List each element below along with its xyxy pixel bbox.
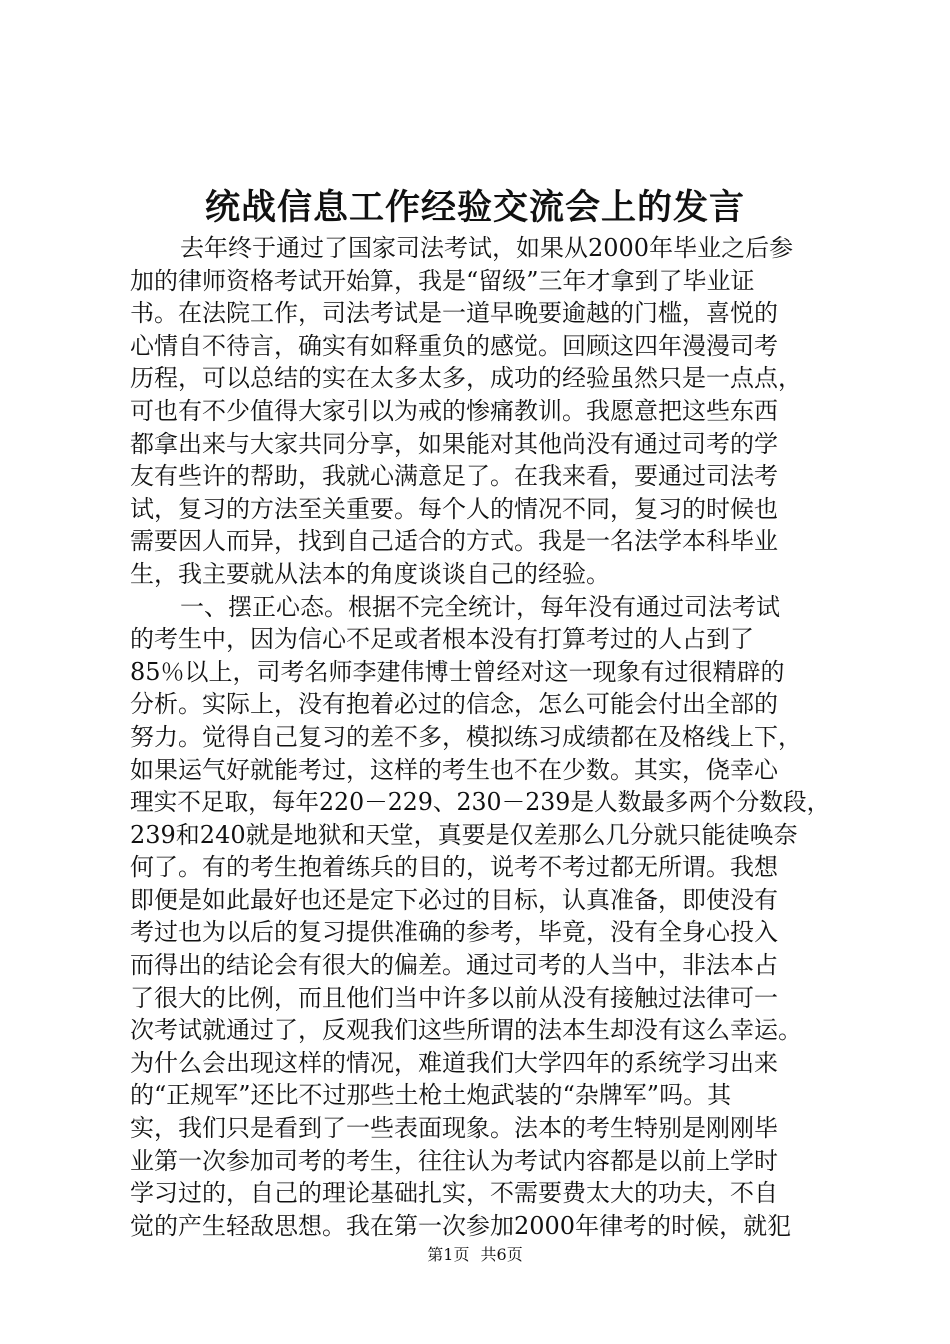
text-line: 试，复习的方法至关重要。每个人的情况不同，复习的时候也 bbox=[130, 494, 778, 523]
paragraph-first-line: 一、摆正心态。根据不完全统计，每年没有通过司法考试 bbox=[180, 592, 780, 621]
text-line: 业第一次参加司考的考生，往往认为考试内容都是以前上学时 bbox=[130, 1146, 778, 1175]
text-line: 理实不足取，每年220－229、230－239是人数最多两个分数段， bbox=[130, 788, 831, 817]
paragraph-first-line: 去年终于通过了国家司法考试，如果从2000年毕业之后参 bbox=[180, 234, 794, 262]
document-title: 统战信息工作经验交流会上的发言 bbox=[204, 187, 745, 228]
text-line: 历程，可以总结的实在太多太多，成功的经验虽然只是一点点， bbox=[130, 364, 802, 393]
text-line: 实，我们只是看到了一些表面现象。法本的考生特别是刚刚毕 bbox=[130, 1114, 778, 1143]
text-line: 239和240就是地狱和天堂，真要是仅差那么几分就只能徒唤奈 bbox=[130, 820, 798, 849]
text-line: 次考试就通过了，反观我们这些所谓的法本生却没有这么幸运。 bbox=[130, 1016, 802, 1045]
text-line: 为什么会出现这样的情况，难道我们大学四年的系统学习出来 bbox=[130, 1048, 778, 1077]
text-line: 学习过的，自己的理论基础扎实，不需要费太大的功夫，不自 bbox=[130, 1179, 778, 1208]
text-line: 即便是如此最好也还是定下必过的目标，认真准备，即使没有 bbox=[130, 885, 778, 914]
text-line: 觉的产生轻敌思想。我在第一次参加2000年律考的时候，就犯 bbox=[130, 1211, 792, 1240]
text-line: 生，我主要就从法本的角度谈谈自己的经验。 bbox=[130, 559, 610, 588]
text-line: 努力。觉得自己复习的差不多，模拟练习成绩都在及格线上下， bbox=[130, 722, 802, 751]
text-line: 85％以上，司考名师李建伟博士曾经对这一现象有过很精辟的 bbox=[130, 657, 785, 686]
text-line: 何了。有的考生抱着练兵的目的，说考不考过都无所谓。我想 bbox=[130, 853, 778, 882]
text-line: 的“正规军”还比不过那些土枪土炮武装的“杂牌军”吗。其 bbox=[130, 1081, 732, 1110]
document-body bbox=[130, 232, 830, 1242]
page-total: 共6页 bbox=[480, 1245, 523, 1264]
text-line: 书。在法院工作，司法考试是一道早晚要逾越的门槛，喜悦的 bbox=[130, 299, 778, 328]
text-line: 了很大的比例，而且他们当中许多以前从没有接触过法律可一 bbox=[130, 983, 778, 1012]
text-line: 分析。实际上，没有抱着必过的信念，怎么可能会付出全部的 bbox=[130, 690, 778, 719]
text-line: 考过也为以后的复习提供准确的参考，毕竟，没有全身心投入 bbox=[130, 918, 778, 947]
page-number: 第1页 bbox=[427, 1245, 470, 1264]
text-line: 都拿出来与大家共同分享，如果能对其他尚没有通过司考的学 bbox=[130, 429, 778, 458]
text-line: 友有些许的帮助，我就心满意足了。在我来看，要通过司法考 bbox=[130, 462, 778, 491]
text-line: 可也有不少值得大家引以为戒的惨痛教训。我愿意把这些东西 bbox=[130, 396, 778, 425]
text-line: 而得出的结论会有很大的偏差。通过司考的人当中，非法本占 bbox=[130, 951, 778, 980]
page-footer bbox=[0, 1244, 950, 1266]
text-line: 的考生中，因为信心不足或者根本没有打算考过的人占到了 bbox=[130, 625, 754, 654]
text-line: 如果运气好就能考过，这样的考生也不在少数。其实，侥幸心 bbox=[130, 755, 778, 784]
text-line: 需要因人而异，找到自己适合的方式。我是一名法学本科毕业 bbox=[130, 527, 778, 556]
text-line: 加的律师资格考试开始算，我是“留级”三年才拿到了毕业证 bbox=[130, 266, 755, 295]
text-line: 心情自不待言，确实有如释重负的感觉。回顾这四年漫漫司考 bbox=[130, 331, 778, 360]
